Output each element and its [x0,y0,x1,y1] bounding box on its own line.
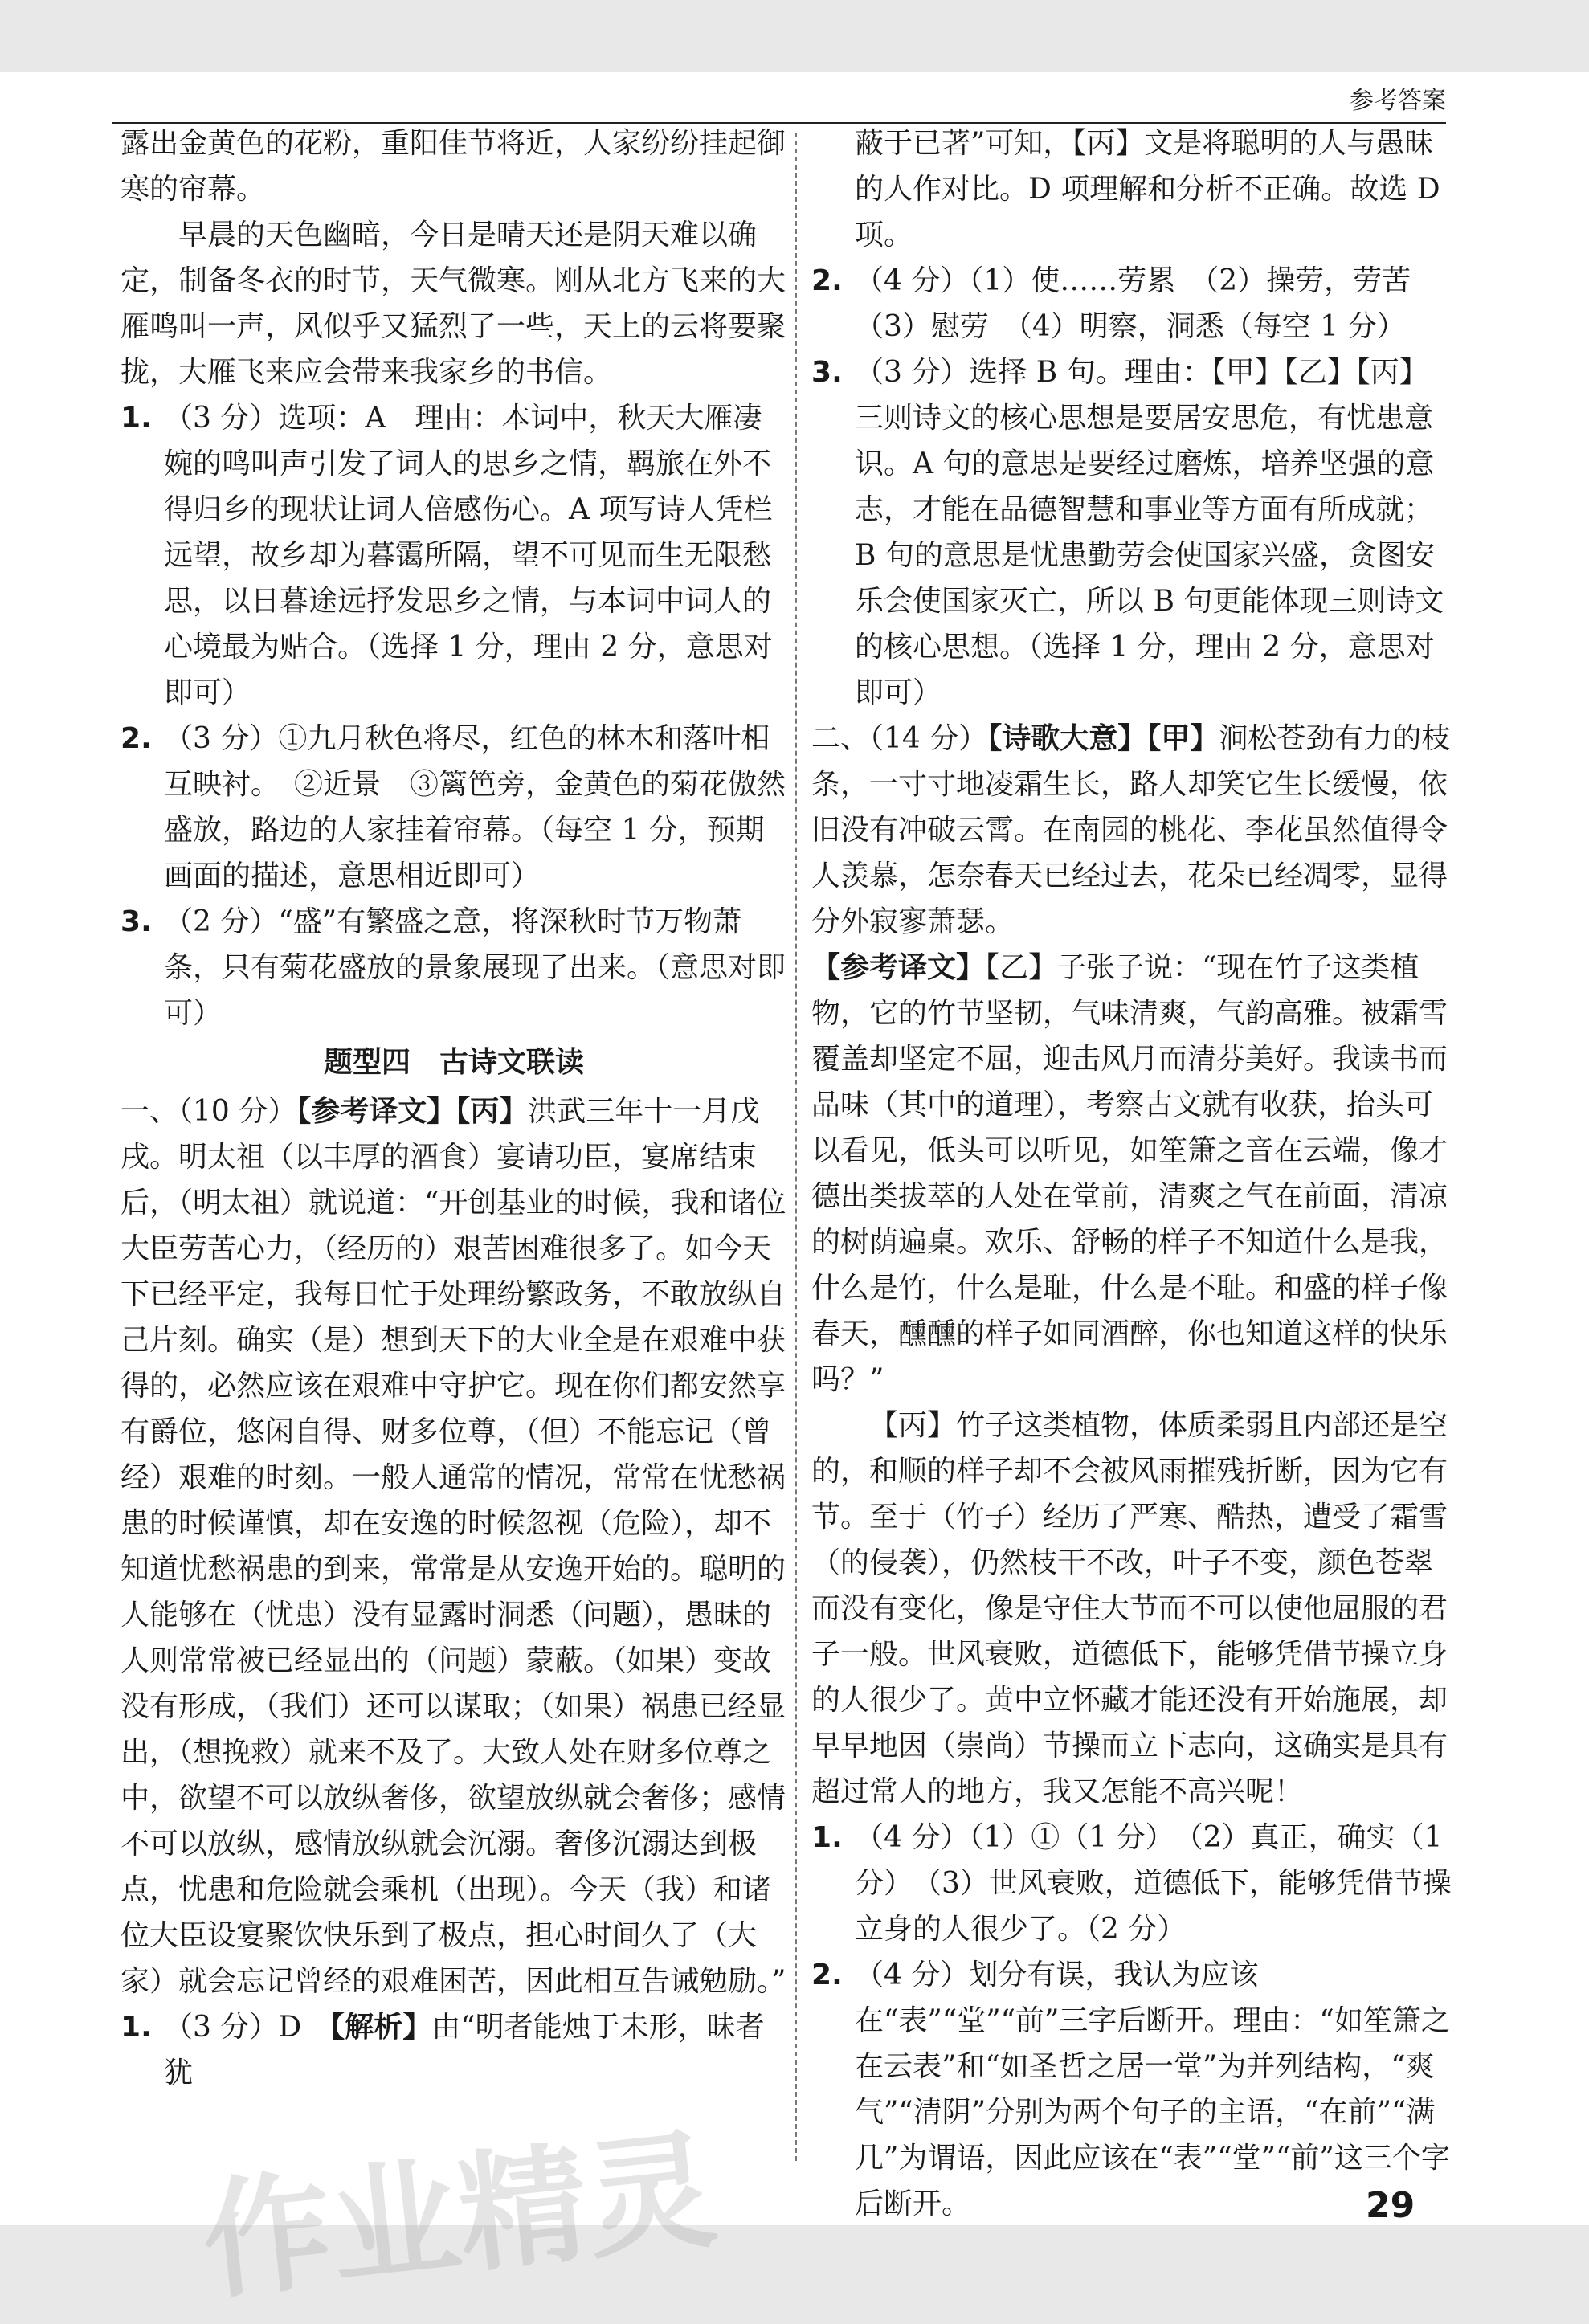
question-answer: （3 分）选项：A 理由：本词中，秋天大雁凄婉的鸣叫声引发了词人的思乡之情，羁旅在外不得归乡的现状让词人倍感伤心。A 项写诗人凭栏远望，故乡却为暮霭所隔，望不可见而生无限愁思，以日暮途远抒发思乡之情，与本词中词人的心境最为贴合。（选择 1 分，理由 2 分，意思对即可） [164,402,773,709]
question-number: 2 . [811,258,843,304]
answer-prefix: （3 分）D [164,2011,331,2044]
analysis-tag: 【解析】 [330,2011,432,2044]
question-number: 1 . [121,395,152,441]
continued-answer: 蔽于已著”可知，【丙】文是将聪明的人与愚昧的人作对比。D 项理解和分析不正确。故选 D 项。 [855,127,1440,251]
question-answer: （3 分）①九月秋色将尽，红色的林木和落叶相互映衬。 ②近景 ③篱笆旁，金黄色的菊花傲然盛放，路边的人家挂着帘幕。（每空 1 分，预期画面的描述，意思相近即可） [164,722,786,892]
section-one-paragraph [121,1088,787,2004]
question-item [121,2004,787,2096]
question-answer: （3 分）选择 B 句。理由：【甲】【乙】【丙】三则诗文的核心思想是要居安思危，有忧患意识。A 句的意思是要经过磨炼，培养坚强的意志，才能在品德智慧和事业等方面有所成就；B 句的意思是忧患勤劳会使国家兴盛，贪图安乐会使国家灭亡，所以 B 句更能体现三则诗文的核心思想。（选择 1 分，理由 2 分，意思对即可） [855,356,1444,709]
question-item [811,258,1454,349]
column-divider [795,133,797,2161]
translation-paragraph-bing: 【丙】竹子这类植物，体质柔弱且内部还是空的，和顺的样子却不会被风雨摧残折断，因为它有节。至于（竹子）经历了严寒、酷热，遭受了霜雪（的侵袭），仍然枝干不改，叶子不变，颜色苍翠而没有变化，像是守住大节而不可以使他屈服的君子一般。世风衰败，道德低下，能够凭借节操立身的人很少了。黄中立怀藏才能还没有开始施展，却早早地因（崇尚）节操而立下志向，这确实是具有超过常人的地方，我又怎能不高兴呢！ [811,1409,1448,1808]
question-number: 3 . [121,899,152,945]
question-answer: （4 分）（1）使……劳累 （2）操劳，劳苦 （3）慰劳 （4）明察，洞悉（每空 1 分） [855,264,1440,343]
translation-tag: 【参考译文】 [811,951,986,984]
question-item [811,1815,1454,1952]
question-answer: （4 分）（1）①（1 分） （2）真正，确实（1 分） （3）世风衰败，道德低下，能够凭借节操立身的人很少了。（2 分） [855,1821,1452,1946]
question-item [811,349,1454,716]
intro-paragraph-1: 露出金黄色的花粉，重阳佳节将近，人家纷纷挂起御寒的帘幕。 [121,127,786,206]
answer-text: 由“明者能烛于未形，昧者犹 [164,2011,765,2089]
section-text: 洪武三年十一月戊戌。明太祖（以丰厚的酒食）宴请功臣，宴席结束后，（明太祖）就说道：“开创基业的时候，我和诸位大臣劳苦心力，（经历的）艰苦困难很多了。如今天下已经平定，我每日忙于处理纷繁政务，不敢放纵自己片刻。确实（是）想到天下的大业全是在艰难中获得的，必然应该在艰难中守护它。现在你们都安然享有爵位，悠闲自得、财多位尊，（但）不能忘记（曾经）艰难的时刻。一般人通常的情况，常常在忧愁祸患的时候谨慎，却在安逸的时候忽视（危险），却不知道忧愁祸患的到来，常常是从安逸开始的。聪明的人能够在（忧患）没有显露时洞悉（问题），愚昧的人则常常被已经显出的（问题）蒙蔽。（如果）变故没有形成，（我们）还可以谋取；（如果）祸患已经显出，（想挽救）就来不及了。大致人处在财多位尊之中，欲望不可以放纵奢侈，欲望放纵就会奢侈；感情不可以放纵，感情放纵就会沉溺。奢侈沉溺达到极点，忧患和危险就会乘机（出现）。今天（我）和诸位大臣设宴聚饮快乐到了极点，担心时间久了（大家）就会忘记曾经的艰难困苦，因此相互告诫勉励。” [121,1095,786,1998]
section-prefix: 二、（14 分） [811,722,988,755]
question-number: 2 . [811,1952,843,1998]
page-number: 29 [1366,2185,1415,2226]
translation-paragraph [811,945,1454,1403]
section-text: 涧松苍劲有力的枝条，一寸寸地凌霜生长，路人却笑它生长缓慢，依旧没有冲破云霄。在南园的桃花、李花虽然值得令人羡慕，怎奈春天已经过去，花朵已经凋零，显得分外寂寥萧瑟。 [811,722,1451,938]
question-item [121,395,787,716]
section-two-paragraph [811,716,1454,945]
section-heading-type: 题型四 [323,1046,411,1079]
page-header: 参考答案 [1350,87,1446,115]
question-item [121,716,787,899]
section-heading-title: 古诗文联读 [439,1046,585,1079]
section-prefix: 一、（10 分） [121,1095,297,1128]
right-column [811,120,1454,2227]
question-number: 2 . [121,716,152,762]
question-item [811,1952,1454,2227]
question-answer [164,2004,787,2096]
watermark: 作业精灵 [195,2114,723,2318]
left-column [121,120,787,2096]
section-tag: 【诗歌大意】【甲】 [987,722,1219,755]
question-number: 3 . [811,349,843,395]
question-answer: （4 分）划分有误，我认为应该在“表”“堂”“前”三字后断开。理由：“如笙箫之在云表”和“如圣哲之居一堂”为并列结构，“爽气”“清阴”分别为两个句子的主语，“在前”“满几”为谓语，因此应该在“表”“堂”“前”这三个字后断开。 [855,1958,1450,2220]
question-answer: （2 分）“盛”有繁盛之意，将深秋时节万物萧条，只有菊花盛放的景象展现了出来。（意思对即可） [164,905,786,1030]
section-heading [121,1039,787,1085]
question-item [121,899,787,1036]
section-tag: 【参考译文】【丙】 [296,1095,529,1128]
translation-text: 【乙】子张子说：“现在竹子这类植物，它的竹节坚韧，气味清爽，气韵高雅。被霜雪覆盖却坚定不屈，迎击风月而清芬美好。我读书而品味（其中的道理），考察古文就有收获，抬头可以看见，低头可以听见，如笙箫之音在云端，像才德出类拔萃的人处在堂前，清爽之气在前面，清凉的树荫遍桌。欢乐、舒畅的样子不知道什么是我，什么是竹，什么是耻，什么是不耻。和盛的样子像春天，醺醺的样子如同酒醉，你也知道这样的快乐吗？” [811,951,1448,1396]
intro-paragraph-2: 早晨的天色幽暗，今日是晴天还是阴天难以确定，制备冬衣的时节，天气微寒。刚从北方飞来的大雁鸣叫一声，风似乎又猛烈了一些，天上的云将要聚拢，大雁飞来应会带来我家乡的书信。 [121,219,786,389]
question-number: 1 . [121,2004,152,2050]
question-number: 1 . [811,1815,843,1860]
